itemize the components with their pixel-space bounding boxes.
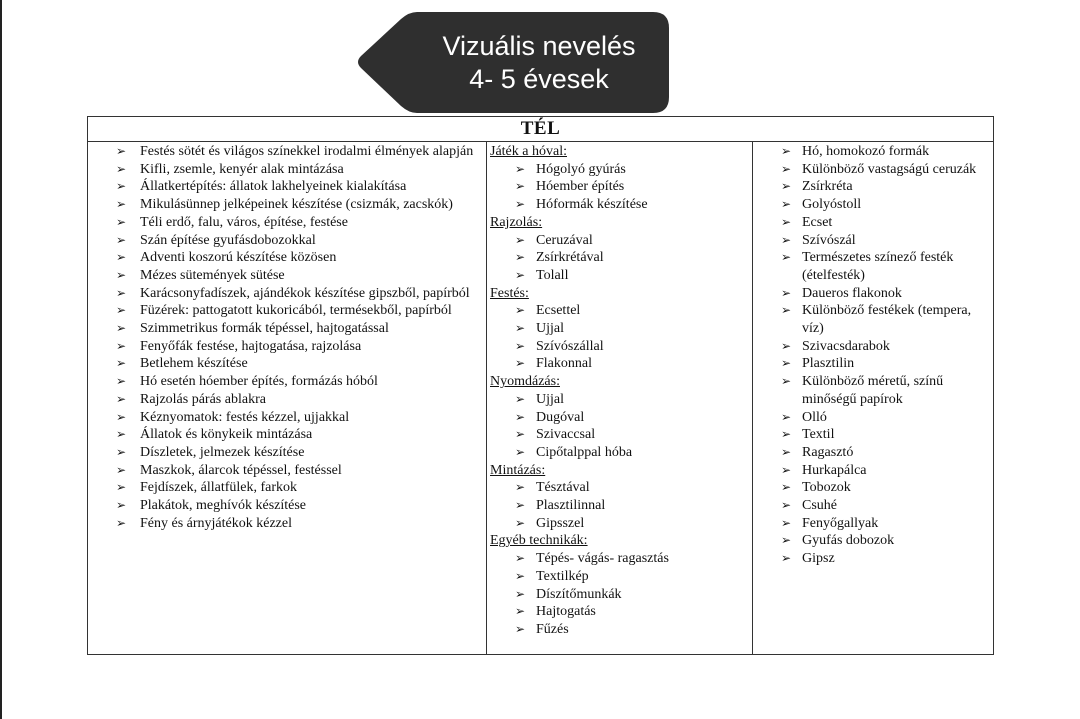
list-item-text: Olló <box>802 409 827 425</box>
arrow-bullet-icon: ➢ <box>781 285 792 300</box>
arrow-bullet-icon: ➢ <box>515 621 526 636</box>
list-item-text: Különböző festékek (tempera, víz) <box>802 303 972 337</box>
technique-group <box>487 373 752 462</box>
arrow-bullet-icon: ➢ <box>781 144 792 158</box>
activity-item <box>88 249 486 267</box>
arrow-bullet-icon: ➢ <box>515 250 526 265</box>
list-item-text: Mikulásünnep jelképeinek készítése (csizmák, zacskók) <box>140 197 453 213</box>
materials-list <box>753 142 995 568</box>
list-item-text: Szivacsdarabok <box>802 338 890 354</box>
technique-item <box>487 302 752 320</box>
list-item-text: Csuhé <box>802 498 837 514</box>
technique-item <box>487 550 752 568</box>
list-item-text: Daueros flakonok <box>802 285 902 301</box>
arrow-bullet-icon: ➢ <box>116 338 127 353</box>
technique-item <box>487 249 752 267</box>
list-item-text: Hó esetén hóember építés, formázás hóból <box>140 374 378 390</box>
technique-item <box>487 586 752 604</box>
techniques-column <box>486 142 752 654</box>
list-item-text: Ecset <box>802 214 833 230</box>
arrow-bullet-icon: ➢ <box>116 321 127 336</box>
arrow-bullet-icon: ➢ <box>515 267 526 282</box>
list-item-text: Rajzolás párás ablakra <box>140 391 266 407</box>
arrow-bullet-icon: ➢ <box>781 409 792 424</box>
list-item-text: Fűzés <box>536 621 569 637</box>
technique-group-list <box>487 232 752 285</box>
list-item-text: Gipsz <box>802 551 835 567</box>
list-item-text: Füzérek: pattogatott kukoricából, termésekből, papírból <box>140 303 452 319</box>
material-item <box>753 497 995 515</box>
arrow-bullet-icon: ➢ <box>116 214 127 229</box>
technique-item <box>487 267 752 285</box>
list-item-text: Textilkép <box>536 568 589 584</box>
arrow-bullet-icon: ➢ <box>781 533 792 548</box>
arrow-bullet-icon: ➢ <box>515 303 526 318</box>
arrow-bullet-icon: ➢ <box>781 374 792 389</box>
arrow-bullet-icon: ➢ <box>515 568 526 583</box>
arrow-bullet-icon: ➢ <box>116 444 127 459</box>
arrow-bullet-icon: ➢ <box>781 356 792 371</box>
arrow-bullet-icon: ➢ <box>116 232 127 247</box>
technique-item <box>487 568 752 586</box>
arrow-bullet-icon: ➢ <box>515 444 526 459</box>
arrow-bullet-icon: ➢ <box>515 356 526 371</box>
list-item-text: Szívószál <box>802 232 856 248</box>
activity-item <box>88 267 486 285</box>
banner-title: Vizuális nevelés <box>442 31 636 61</box>
arrow-bullet-icon: ➢ <box>116 250 127 265</box>
arrow-bullet-icon: ➢ <box>515 551 526 566</box>
technique-group-list <box>487 479 752 532</box>
activity-item <box>88 285 486 303</box>
list-item-text: Állatok és könykeik mintázása <box>140 427 313 443</box>
list-item-text: Ujjal <box>536 391 564 407</box>
material-item <box>753 143 995 161</box>
technique-item <box>487 338 752 356</box>
arrow-bullet-icon: ➢ <box>781 444 792 459</box>
technique-item <box>487 391 752 409</box>
technique-group <box>487 214 752 285</box>
list-item-text: Szimmetrikus formák tépéssel, hajtogatással <box>140 321 389 337</box>
list-item-text: Dugóval <box>536 409 585 425</box>
materials-column <box>752 142 995 654</box>
list-item-text: Ragasztó <box>802 444 854 460</box>
list-item-text: Kéznyomatok: festés kézzel, ujjakkal <box>140 409 350 425</box>
arrow-bullet-icon: ➢ <box>781 462 792 477</box>
list-item-text: Állatkertépítés: állatok lakhelyeinek kialakítása <box>140 179 407 195</box>
activity-item <box>88 373 486 391</box>
list-item-text: Díszítőmunkák <box>536 586 622 602</box>
activities-list <box>88 142 486 532</box>
activity-item <box>88 426 486 444</box>
technique-group <box>487 143 752 214</box>
technique-item <box>487 621 752 639</box>
activities-column <box>88 142 486 654</box>
technique-item <box>487 497 752 515</box>
arrow-bullet-icon: ➢ <box>781 427 792 442</box>
arrow-bullet-icon: ➢ <box>116 179 127 194</box>
technique-group-heading: Festés: <box>490 285 529 301</box>
material-item <box>753 479 995 497</box>
list-item-text: Különböző méretű, színű minőségű papírok <box>802 374 944 407</box>
list-item-text: Ceruzával <box>536 232 593 248</box>
arrow-bullet-icon: ➢ <box>781 161 792 176</box>
activity-item <box>88 462 486 480</box>
activity-item <box>88 515 486 533</box>
arrow-bullet-icon: ➢ <box>781 515 792 530</box>
arrow-bullet-icon: ➢ <box>116 391 127 406</box>
technique-group-list <box>487 550 752 639</box>
technique-group <box>487 285 752 374</box>
arrow-bullet-icon: ➢ <box>515 586 526 601</box>
arrow-bullet-icon: ➢ <box>116 356 127 371</box>
arrow-bullet-icon: ➢ <box>515 197 526 212</box>
technique-group-heading: Játék a hóval: <box>490 144 567 159</box>
technique-group-list <box>487 302 752 373</box>
arrow-bullet-icon: ➢ <box>116 161 127 176</box>
material-item <box>753 373 995 408</box>
technique-group-list <box>487 161 752 214</box>
technique-item <box>487 320 752 338</box>
technique-group-heading: Egyéb technikák: <box>490 533 588 549</box>
list-item-text: Karácsonyfadíszek, ajándékok készítése gipszből, papírból <box>140 285 470 301</box>
list-item-text: Hóformák készítése <box>536 197 648 213</box>
techniques-groups <box>487 142 752 639</box>
technique-item <box>487 603 752 621</box>
arrow-bullet-icon: ➢ <box>116 267 127 282</box>
list-item-text: Gipsszel <box>536 515 585 531</box>
arrow-bullet-icon: ➢ <box>515 232 526 247</box>
list-item-text: Mézes sütemények sütése <box>140 267 285 283</box>
list-item-text: Hurkapálca <box>802 462 867 478</box>
arrow-bullet-icon: ➢ <box>781 480 792 495</box>
arrow-bullet-icon: ➢ <box>781 250 792 265</box>
list-item-text: Betlehem készítése <box>140 356 248 372</box>
list-item-text: Természetes színező festék (ételfesték) <box>802 250 954 283</box>
arrow-bullet-icon: ➢ <box>116 462 127 477</box>
list-item-text: Fejdíszek, állatfülek, farkok <box>140 480 298 496</box>
arrow-bullet-icon: ➢ <box>515 321 526 336</box>
material-item <box>753 196 995 214</box>
arrow-bullet-icon: ➢ <box>116 144 127 158</box>
material-item <box>753 355 995 373</box>
list-item-text: Flakonnal <box>536 356 592 372</box>
activity-item <box>88 320 486 338</box>
arrow-bullet-icon: ➢ <box>515 179 526 194</box>
arrow-bullet-icon: ➢ <box>116 374 127 389</box>
arrow-bullet-icon: ➢ <box>515 409 526 424</box>
arrow-bullet-icon: ➢ <box>781 232 792 247</box>
activity-item <box>88 409 486 427</box>
table-title: TÉL <box>88 117 993 142</box>
arrow-bullet-icon: ➢ <box>515 338 526 353</box>
material-item <box>753 232 995 250</box>
material-item <box>753 338 995 356</box>
technique-item <box>487 426 752 444</box>
technique-item <box>487 515 752 533</box>
activity-item <box>88 143 486 161</box>
activity-item <box>88 161 486 179</box>
arrow-bullet-icon: ➢ <box>116 197 127 212</box>
arrow-bullet-icon: ➢ <box>781 179 792 194</box>
activity-item <box>88 479 486 497</box>
page-left-edge <box>0 0 2 719</box>
material-item <box>753 426 995 444</box>
activity-item <box>88 214 486 232</box>
technique-item <box>487 444 752 462</box>
technique-group <box>487 462 752 533</box>
list-item-text: Maszkok, álarcok tépéssel, festéssel <box>140 462 342 478</box>
list-item-text: Hajtogatás <box>536 604 596 620</box>
arrow-bullet-icon: ➢ <box>515 161 526 176</box>
arrow-bullet-icon: ➢ <box>515 391 526 406</box>
arrow-bullet-icon: ➢ <box>781 551 792 566</box>
arrow-bullet-icon: ➢ <box>116 515 127 530</box>
material-item <box>753 532 995 550</box>
list-item-text: Kifli, zsemle, kenyér alak mintázása <box>140 161 344 177</box>
arrow-bullet-icon: ➢ <box>515 480 526 495</box>
list-item-text: Zsírkrétával <box>536 250 604 266</box>
list-item-text: Festés sötét és világos színekkel irodalmi élmények alapján <box>140 144 474 159</box>
list-item-text: Fenyőfák festése, hajtogatása, rajzolása <box>140 338 362 354</box>
material-item <box>753 409 995 427</box>
activity-item <box>88 355 486 373</box>
season-table <box>87 116 994 655</box>
technique-item <box>487 355 752 373</box>
list-item-text: Golyóstoll <box>802 197 862 213</box>
arrow-bullet-icon: ➢ <box>515 498 526 513</box>
material-item <box>753 444 995 462</box>
list-item-text: Különböző vastagságú ceruzák <box>802 161 977 177</box>
list-item-text: Tépés- vágás- ragasztás <box>536 551 669 567</box>
technique-item <box>487 161 752 179</box>
list-item-text: Ujjal <box>536 321 564 337</box>
list-item-text: Hógolyó gyúrás <box>536 161 626 177</box>
list-item-text: Fény és árnyjátékok kézzel <box>140 515 292 531</box>
list-item-text: Tésztával <box>536 480 590 496</box>
list-item-text: Téli erdő, falu, város, építése, festése <box>140 214 348 230</box>
arrow-bullet-icon: ➢ <box>781 498 792 513</box>
activity-item <box>88 391 486 409</box>
technique-group-list <box>487 391 752 462</box>
activity-item <box>88 302 486 320</box>
list-item-text: Fenyőgallyak <box>802 515 879 531</box>
list-item-text: Tobozok <box>802 480 851 496</box>
list-item-text: Plakátok, meghívók készítése <box>140 498 307 514</box>
list-item-text: Cipőtalppal hóba <box>536 444 633 460</box>
arrow-bullet-icon: ➢ <box>781 214 792 229</box>
list-item-text: Textil <box>802 427 835 443</box>
activity-item <box>88 196 486 214</box>
list-item-text: Gyufás dobozok <box>802 533 895 549</box>
material-item <box>753 462 995 480</box>
material-item <box>753 249 995 284</box>
material-item <box>753 302 995 337</box>
list-item-text: Plasztilin <box>802 356 855 372</box>
banner-subtitle: 4- 5 évesek <box>469 64 609 94</box>
technique-group-heading: Nyomdázás: <box>490 374 560 390</box>
arrow-bullet-icon: ➢ <box>781 197 792 212</box>
material-item <box>753 515 995 533</box>
technique-group <box>487 532 752 638</box>
list-item-text: Díszletek, jelmezek készítése <box>140 444 305 460</box>
activity-item <box>88 178 486 196</box>
arrow-bullet-icon: ➢ <box>116 498 127 513</box>
title-banner <box>355 10 671 115</box>
list-item-text: Hóember építés <box>536 179 625 195</box>
material-item <box>753 214 995 232</box>
arrow-bullet-icon: ➢ <box>116 303 127 318</box>
activity-item <box>88 338 486 356</box>
activity-item <box>88 497 486 515</box>
technique-item <box>487 409 752 427</box>
arrow-bullet-icon: ➢ <box>515 515 526 530</box>
list-item-text: Plasztilinnal <box>536 498 606 514</box>
arrow-bullet-icon: ➢ <box>116 409 127 424</box>
technique-item <box>487 479 752 497</box>
technique-group-heading: Rajzolás: <box>490 214 543 230</box>
technique-item <box>487 178 752 196</box>
material-item <box>753 161 995 179</box>
technique-item <box>487 196 752 214</box>
list-item-text: Szívószállal <box>536 338 604 354</box>
list-item-text: Hó, homokozó formák <box>802 144 930 159</box>
arrow-bullet-icon: ➢ <box>781 303 792 318</box>
arrow-bullet-icon: ➢ <box>116 480 127 495</box>
arrow-bullet-icon: ➢ <box>116 427 127 442</box>
list-item-text: Ecsettel <box>536 303 581 319</box>
arrow-bullet-icon: ➢ <box>515 604 526 619</box>
list-item-text: Szán építése gyufásdobozokkal <box>140 232 316 248</box>
material-item <box>753 178 995 196</box>
activity-item <box>88 444 486 462</box>
material-item <box>753 285 995 303</box>
list-item-text: Tolall <box>536 267 569 283</box>
list-item-text: Adventi koszorú készítése közösen <box>140 250 337 266</box>
list-item-text: Zsírkréta <box>802 179 853 195</box>
arrow-bullet-icon: ➢ <box>515 427 526 442</box>
activity-item <box>88 232 486 250</box>
arrow-bullet-icon: ➢ <box>116 285 127 300</box>
technique-item <box>487 232 752 250</box>
material-item <box>753 550 995 568</box>
list-item-text: Szivaccsal <box>536 427 596 443</box>
technique-group-heading: Mintázás: <box>490 462 546 478</box>
arrow-bullet-icon: ➢ <box>781 338 792 353</box>
